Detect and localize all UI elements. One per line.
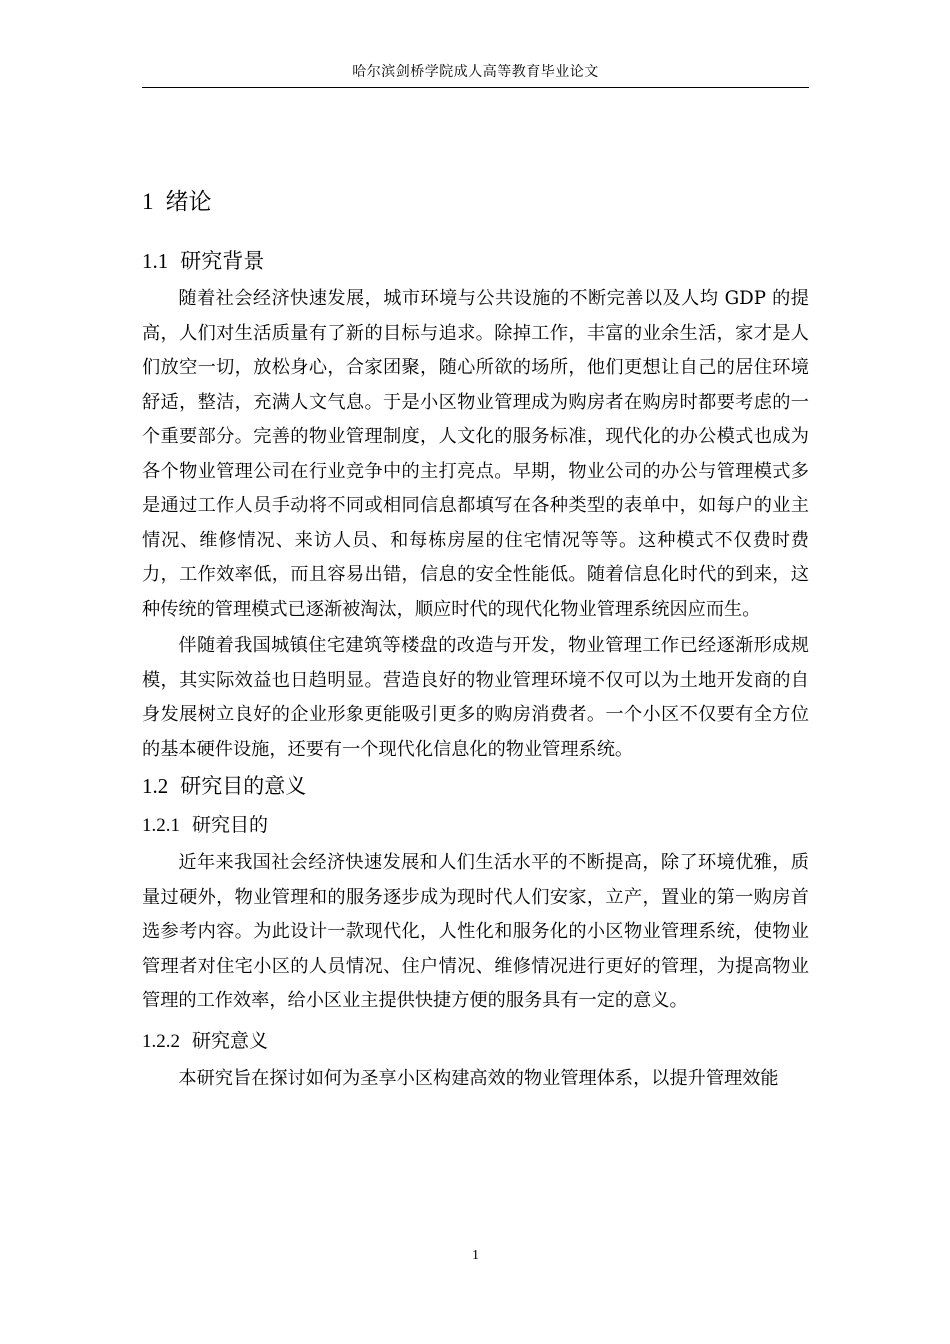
chapter-number: 1 [142, 189, 154, 214]
section-heading-1-2 [142, 769, 809, 803]
subsection-title: 研究目的 [192, 814, 269, 836]
section-heading-1-1 [142, 244, 809, 278]
chapter-heading [142, 180, 809, 224]
section-title: 研究目的意义 [180, 774, 307, 798]
header-divider [142, 87, 809, 88]
section-number: 1.1 [142, 249, 169, 273]
subsection-heading-1-2-1 [142, 809, 809, 842]
section-title: 研究背景 [180, 249, 265, 273]
subsection-number: 1.2.2 [142, 1030, 180, 1052]
running-header: 哈尔滨剑桥学院成人高等教育毕业论文 [352, 64, 599, 80]
document-body [142, 180, 809, 1098]
page-number: 1 [472, 1248, 479, 1263]
paragraph: 伴随着我国城镇住宅建筑等楼盘的改造与开发，物业管理工作已经逐渐形成规模，其实际效益也日趋明显。营造良好的物业管理环境不仅可以为土地开发商的自身发展树立良好的企业形象更能吸引更多的购房消费者。一个小区不仅要有全方位的基本硬件设施，还要有一个现代化信息化的物业管理系统。 [142, 635, 809, 760]
section-number: 1.2 [142, 774, 169, 798]
subsection-title: 研究意义 [192, 1029, 269, 1052]
paragraph: 本研究旨在探讨如何为圣享小区构建高效的物业管理体系，以提升管理效能 [178, 1067, 779, 1089]
subsection-heading-1-2-2 [142, 1025, 809, 1058]
chapter-title: 绪论 [165, 189, 212, 215]
subsection-number: 1.2.1 [142, 815, 180, 836]
paragraph: 近年来我国社会经济快速发展和人们生活水平的不断提高，除了环境优雅，质量过硬外，物业管理和的服务逐步成为现时代人们安家，立产，置业的第一购房首选参考内容。为此设计一款现代化，人性化和服务化的小区物业管理系统，使物业管理者对住宅小区的人员情况、住户情况、维修情况进行更好的管理，为提高物业管理的工作效率，给小区业主提供快捷方便的服务具有一定的意义。 [142, 852, 809, 1011]
paragraph: 随着社会经济快速发展，城市环境与公共设施的不断完善以及人均 GDP 的提高，人们对生活质量有了新的目标与追求。除掉工作，丰富的业余生活，家才是人们放空一切，放松身心，合家团聚，随心所欲的场所，他们更想让自己的居住环境舒适，整洁，充满人文气息。于是小区物业管理成为购房者在购房时都要考虑的一个重要部分。完善的物业管理制度，人文化的服务标准，现代化的办公模式也成为各个物业管理公司在行业竞争中的主打亮点。早期，物业公司的办公与管理模式多是通过工作人员手动将不同或相同信息都填写在各种类型的表单中，如每户的业主情况、维修情况、来访人员、和每栋房屋的住宅情况等等。这种模式不仅费时费力，工作效率低，而且容易出错，信息的安全性能低。随着信息化时代的到来，这种传统的管理模式已逐渐被淘汰，顺应时代的现代化物业管理系统因应而生。 [142, 288, 809, 620]
